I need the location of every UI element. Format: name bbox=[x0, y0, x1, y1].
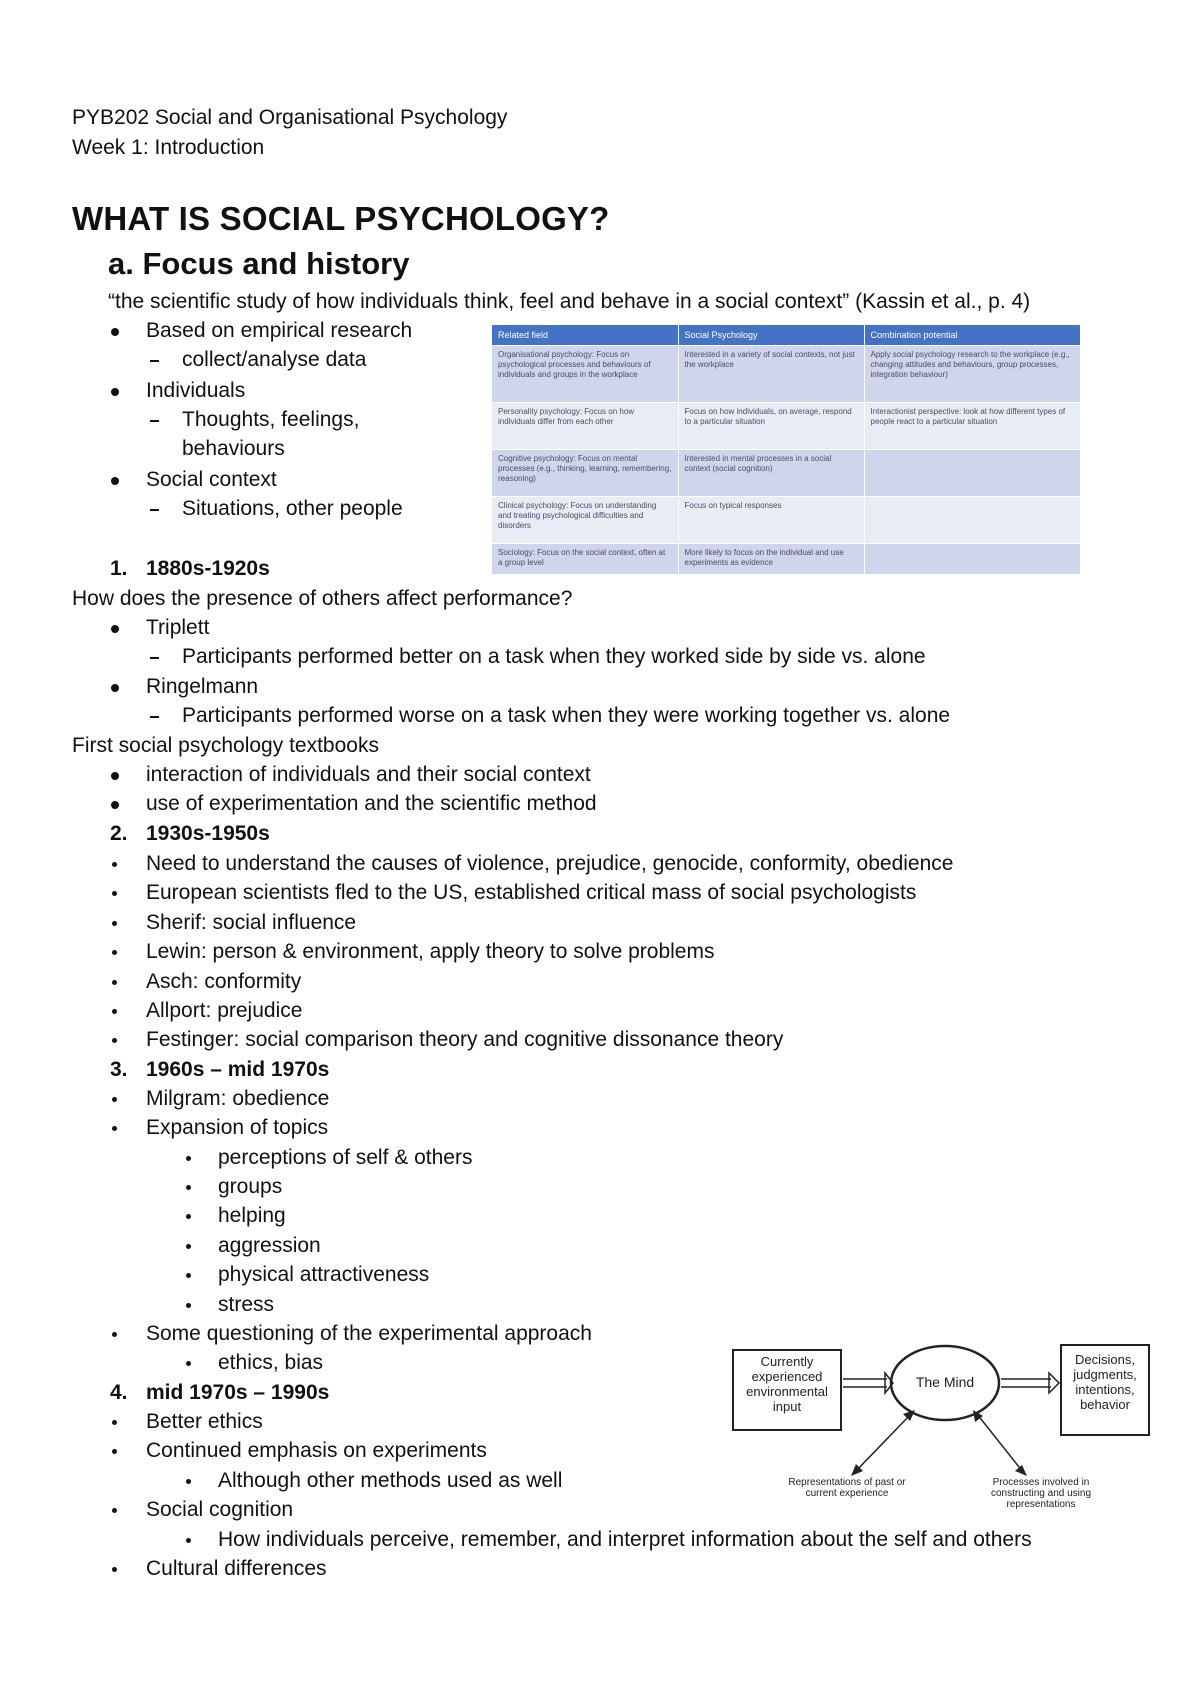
bullet-marker bbox=[112, 950, 117, 955]
list-item: interaction of individuals and their social context bbox=[146, 763, 591, 786]
bullet-marker bbox=[186, 1214, 191, 1219]
list-item: Ringelmann bbox=[146, 675, 259, 698]
bullet-marker bbox=[186, 1303, 191, 1308]
list-item: Lewin: person & environment, apply theory to solve problems bbox=[146, 940, 715, 963]
list-subitem: physical attractiveness bbox=[218, 1263, 430, 1286]
bullet-marker bbox=[112, 1097, 117, 1102]
table-cell: Interested in a variety of social contexts, not just the workplace bbox=[678, 346, 864, 403]
bullet-marker bbox=[112, 891, 117, 896]
bullet-marker bbox=[112, 1567, 117, 1572]
diagram-input-label: Currently experienced environmental input bbox=[746, 1354, 828, 1414]
era-question: How does the presence of others affect performance? bbox=[72, 587, 573, 610]
table-cell: Focus on typical responses bbox=[678, 497, 864, 544]
bullet-marker bbox=[112, 1009, 117, 1014]
table-cell: Clinical psychology: Focus on understanding and treating psychological difficulties and disorders bbox=[492, 497, 678, 544]
week-title: Week 1: Introduction bbox=[72, 136, 265, 159]
era-number: 4. bbox=[110, 1381, 128, 1404]
diagram-mind-label: The Mind bbox=[915, 1374, 975, 1390]
table-cell: Interested in mental processes in a social context (social cognition) bbox=[678, 450, 864, 497]
list-item: Asch: conformity bbox=[146, 970, 302, 993]
list-item: Continued emphasis on experiments bbox=[146, 1439, 487, 1462]
list-subitem: collect/analyse data bbox=[182, 348, 367, 371]
bullet-marker bbox=[186, 1361, 191, 1366]
bullet-marker bbox=[186, 1479, 191, 1484]
bullet-marker bbox=[111, 328, 119, 336]
textbooks-label: First social psychology textbooks bbox=[72, 734, 379, 757]
section-heading: a. Focus and history bbox=[108, 246, 410, 281]
table-header-row bbox=[492, 325, 1080, 346]
bullet-marker bbox=[112, 921, 117, 926]
dash-marker bbox=[150, 509, 159, 511]
bullet-marker bbox=[186, 1244, 191, 1249]
list-subitem: behaviours bbox=[182, 437, 285, 460]
list-item: Festinger: social comparison theory and cognitive dissonance theory bbox=[146, 1028, 784, 1051]
list-item: Allport: prejudice bbox=[146, 999, 303, 1022]
arrow-mind-processes bbox=[977, 1414, 1023, 1472]
list-item: Individuals bbox=[146, 379, 246, 402]
table-cell bbox=[864, 497, 1080, 544]
bullet-marker bbox=[111, 772, 119, 780]
list-item: European scientists fled to the US, established critical mass of social psychologists bbox=[146, 881, 917, 904]
era-number: 3. bbox=[110, 1058, 128, 1081]
bullet-marker bbox=[186, 1538, 191, 1543]
list-item: Some questioning of the experimental approach bbox=[146, 1322, 592, 1345]
list-item: Sherif: social influence bbox=[146, 911, 357, 934]
page-title: WHAT IS SOCIAL PSYCHOLOGY? bbox=[72, 200, 610, 237]
bullet-marker bbox=[186, 1185, 191, 1190]
arrow-mind-representations bbox=[855, 1414, 911, 1472]
related-fields-table bbox=[492, 325, 1081, 574]
course-title: PYB202 Social and Organisational Psychology bbox=[72, 106, 508, 129]
list-item: Social context bbox=[146, 468, 277, 491]
definition-quote: “the scientific study of how individuals think, feel and behave in a social context” (Kassin et al., p. 4) bbox=[108, 290, 1031, 313]
list-item: Expansion of topics bbox=[146, 1116, 329, 1139]
bullet-marker bbox=[112, 1126, 117, 1131]
list-item: Triplett bbox=[146, 616, 210, 639]
bullet-marker bbox=[186, 1273, 191, 1278]
dash-marker bbox=[150, 360, 159, 362]
table-cell: Interactionist perspective: look at how different types of people react to a particular situation bbox=[864, 403, 1080, 450]
list-subitem: perceptions of self & others bbox=[218, 1146, 473, 1169]
table-cell: More likely to focus on the individual and use experiments as evidence bbox=[678, 544, 864, 575]
list-subitem: groups bbox=[218, 1175, 283, 1198]
bullet-marker bbox=[112, 1420, 117, 1425]
table-cell: Sociology: Focus on the social context, often at a group level bbox=[492, 544, 678, 575]
bullet-marker bbox=[112, 1508, 117, 1513]
bullet-marker bbox=[112, 862, 117, 867]
era-number: 2. bbox=[110, 822, 128, 845]
bullet-marker bbox=[111, 625, 119, 633]
list-subitem: Participants performed better on a task when they worked side by side vs. alone bbox=[182, 645, 926, 668]
era-heading: mid 1970s – 1990s bbox=[146, 1381, 330, 1404]
mind-diagram bbox=[725, 1328, 1155, 1510]
list-item: Social cognition bbox=[146, 1498, 294, 1521]
table-cell: Organisational psychology: Focus on psychological processes and behaviours of individuals and groups in the workplace bbox=[492, 346, 678, 403]
list-item: Milgram: obedience bbox=[146, 1087, 330, 1110]
diagram-processes-label: Processes involved in constructing and using representations bbox=[990, 1477, 1092, 1510]
table-cell: Personality psychology: Focus on how individuals differ from each other bbox=[492, 403, 678, 450]
list-item: use of experimentation and the scientific method bbox=[146, 792, 597, 815]
bullet-marker bbox=[111, 801, 119, 809]
list-item: Cultural differences bbox=[146, 1557, 327, 1580]
list-subitem: Thoughts, feelings, bbox=[182, 408, 360, 431]
diagram-representations-label: Representations of past or current experience bbox=[788, 1477, 906, 1499]
dash-marker bbox=[150, 420, 159, 422]
era-heading: 1930s-1950s bbox=[146, 822, 270, 845]
list-subitem: Situations, other people bbox=[182, 497, 403, 520]
table-header-cell: Social Psychology bbox=[678, 325, 864, 346]
era-heading: 1960s – mid 1970s bbox=[146, 1058, 330, 1081]
bullet-marker bbox=[111, 388, 119, 396]
bullet-marker bbox=[186, 1156, 191, 1161]
table-row bbox=[492, 497, 1080, 544]
table-cell: Apply social psychology research to the workplace (e.g., changing attitudes and behaviours, group processes, integration behaviour) bbox=[864, 346, 1080, 403]
bullet-marker bbox=[111, 684, 119, 692]
list-subitem: Although other methods used as well bbox=[218, 1469, 563, 1492]
table-cell bbox=[864, 450, 1080, 497]
table-row bbox=[492, 403, 1080, 450]
list-subitem: aggression bbox=[218, 1234, 321, 1257]
table-header-cell: Combination potential bbox=[864, 325, 1080, 346]
list-subitem: How individuals perceive, remember, and interpret information about the self and others bbox=[218, 1528, 1032, 1551]
table-cell: Cognitive psychology: Focus on mental processes (e.g., thinking, learning, remembering, reasoning) bbox=[492, 450, 678, 497]
table-header-cell: Related field bbox=[492, 325, 678, 346]
list-item: Better ethics bbox=[146, 1410, 263, 1433]
dash-marker bbox=[150, 657, 159, 659]
bullet-marker bbox=[112, 1449, 117, 1454]
table-cell: Focus on how individuals, on average, respond to a particular situation bbox=[678, 403, 864, 450]
diagram-output-label: Decisions, judgments, intentions, behavior bbox=[1073, 1352, 1137, 1412]
bullet-marker bbox=[112, 1332, 117, 1337]
list-item: Based on empirical research bbox=[146, 319, 413, 342]
table-row bbox=[492, 544, 1080, 575]
era-heading: 1880s-1920s bbox=[146, 557, 270, 580]
table-row bbox=[492, 346, 1080, 403]
table-cell bbox=[864, 544, 1080, 575]
era-number: 1. bbox=[110, 557, 128, 580]
table-row bbox=[492, 450, 1080, 497]
bullet-marker bbox=[111, 477, 119, 485]
list-subitem: helping bbox=[218, 1204, 286, 1227]
list-item: Need to understand the causes of violence, prejudice, genocide, conformity, obedience bbox=[146, 852, 954, 875]
list-subitem: Participants performed worse on a task when they were working together vs. alone bbox=[182, 704, 951, 727]
bullet-marker bbox=[112, 1038, 117, 1043]
list-subitem: ethics, bias bbox=[218, 1351, 324, 1374]
list-subitem: stress bbox=[218, 1293, 275, 1316]
dash-marker bbox=[150, 716, 159, 718]
bullet-marker bbox=[112, 980, 117, 985]
